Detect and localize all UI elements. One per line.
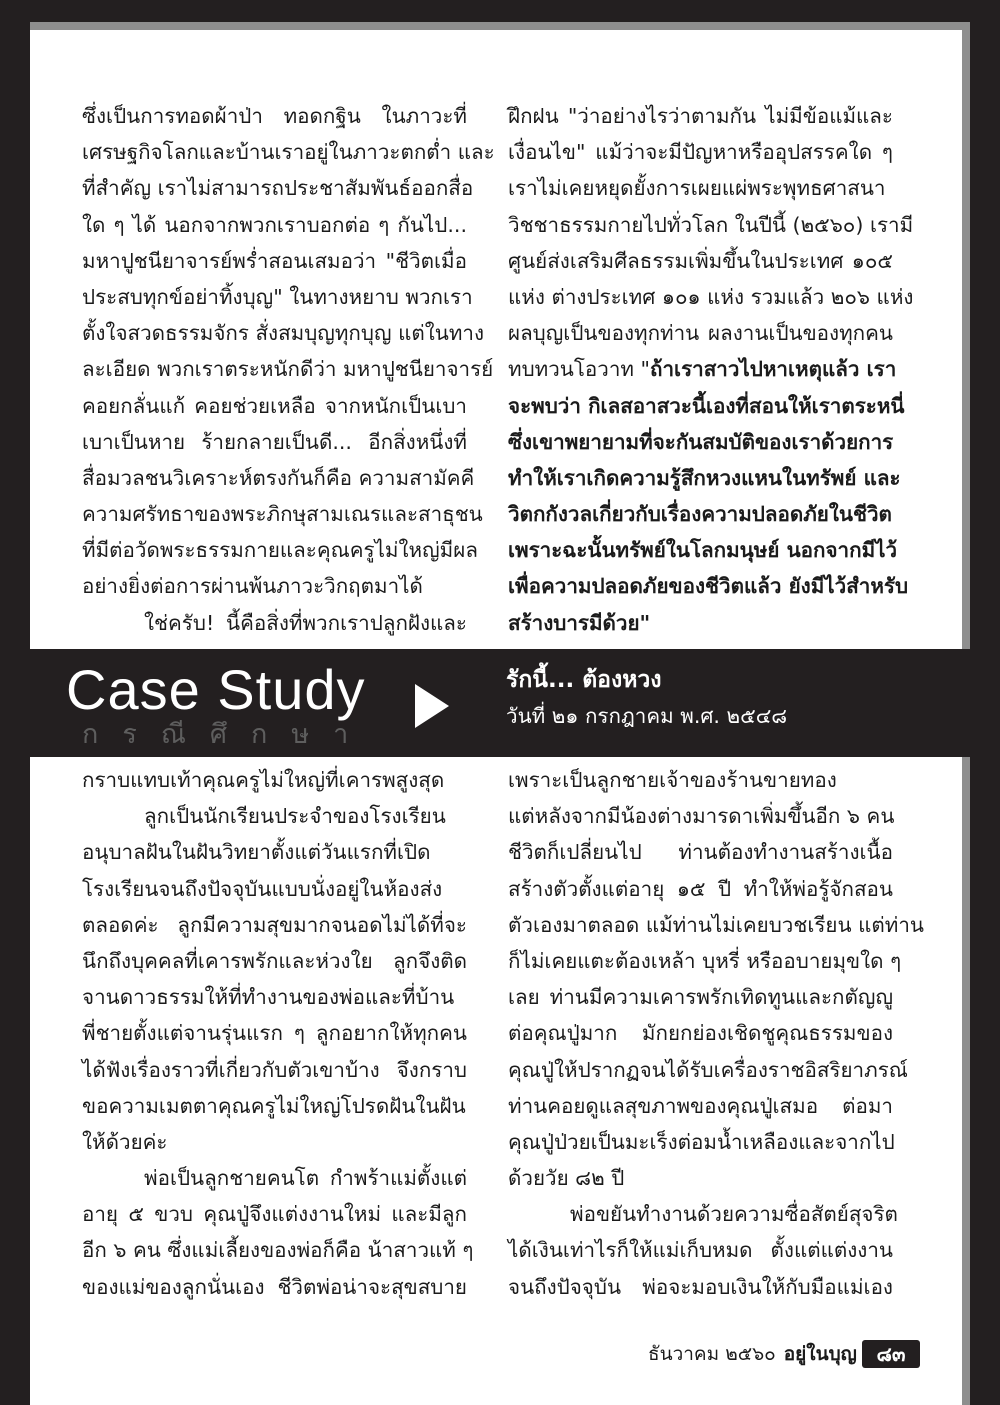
text-line: แห่ง ต่างประเทศ ๑๐๑ แห่ง รวมแล้ว ๒๐๖ แห่ง: [508, 284, 914, 309]
text-line: ที่มีต่อวัดพระธรรมกายและคุณครูไม่ใหญ่มีผล: [82, 538, 478, 563]
text-line: สื่อมวลชนวิเคราะห์ตรงกันก็คือ ความสามัคคี: [82, 465, 475, 490]
text-line: คุณปู่ให้ปรากฏจนได้รับเครื่องราชอิสริยาภรณ์: [508, 1057, 908, 1082]
play-arrow-icon: [415, 684, 449, 728]
text-line: ด้วยวัย ๘๒ ปี: [508, 1166, 625, 1191]
quote-text-line: ซึ่งเขาพยายามที่จะกันสมบัติของเราด้วยการ: [508, 429, 894, 454]
text-line: เลย ท่านมีความเคารพรักเทิดทูนและกตัญญู: [508, 985, 893, 1010]
quote-line: [508, 351, 897, 387]
text-line: นึกถึงบุคคลที่เคารพรักและห่วงใย ลูกจึงติด: [82, 948, 467, 973]
story-title: รักนี้... ต้องหวง: [506, 667, 662, 693]
top-left-column: [82, 98, 495, 641]
text-line: ลูกเป็นนักเรียนประจำของโรงเรียน: [144, 804, 446, 829]
text-line: เบาเป็นหาย ร้ายกลายเป็นดี... อีกสิ่งหนึ่งที่: [82, 429, 467, 454]
text-line: ชีวิตก็เปลี่ยนไป ท่านต้องทำงานสร้างเนื้อ: [508, 840, 893, 865]
text-line: จนถึงปัจจุบัน พ่อจะมอบเงินให้กับมือแม่เอง: [508, 1274, 893, 1299]
text-line: ตัวเองมาตลอด แม้ท่านไม่เคยบวชเรียน แต่ท่าน: [508, 912, 924, 937]
story-date: วันที่ ๒๑ กรกฎาคม พ.ศ. ๒๕๔๘: [506, 704, 788, 728]
text-line: มหาปูชนียาจารย์พร่ำสอนเสมอว่า "ชีวิตเมื่อ: [82, 248, 467, 273]
page-number: ๘๓: [862, 1340, 920, 1368]
text-line: ผลบุญเป็นของทุกท่าน ผลงานเป็นของทุกคน: [508, 321, 893, 346]
text-line: สร้างตัวตั้งแต่อายุ ๑๕ ปี ทำให้พ่อรู้จักสอน: [508, 876, 893, 901]
text-line: ขอความเมตตาคุณครูไม่ใหญ่โปรดฝันในฝัน: [82, 1093, 466, 1118]
page-footer: [648, 1338, 857, 1370]
issue-date: ธันวาคม ๒๕๖๐: [648, 1343, 776, 1365]
text-line: เพราะเป็นลูกชายเจ้าของร้านขายทอง: [508, 768, 837, 792]
text-line: อีก ๖ คน ซึ่งแม่เลี้ยงของพ่อก็คือ น้าสาวแท้ ๆ: [82, 1238, 474, 1263]
text-line: ซึ่งเป็นการทอดผ้าป่า ทอดกฐิน ในภาวะที่: [82, 104, 467, 128]
text-line: ฝึกฝน "ว่าอย่างไรว่าตามกัน ไม่มีข้อแม้และ: [508, 104, 893, 128]
text-line: พ่อขยันทำงานด้วยความซื่อสัตย์สุจริต: [570, 1202, 898, 1227]
quote-text-line: จะพบว่า กิเลสอาสวะนี้เองที่สอนให้เราตระหนี่: [508, 393, 905, 418]
section-title: Case Study: [66, 658, 366, 721]
text-line: ศูนย์ส่งเสริมศีลธรรมเพิ่มขึ้นในประเทศ ๑๐๕: [508, 248, 893, 273]
text-line: ที่สำคัญ เราไม่สามารถประชาสัมพันธ์ออกสื่อ: [82, 176, 474, 201]
text-line: ของแม่ของลูกนั่นเอง ชีวิตพ่อน่าจะสุขสบาย: [82, 1274, 467, 1299]
quote-text-line: เพราะฉะนั้นทรัพย์ในโลกมนุษย์ นอกจากมีไว้: [508, 538, 898, 563]
magazine-name: อยู่ในบุญ: [783, 1343, 857, 1365]
text-line: ได้เงินเท่าไรก็ให้แม่เก็บหมด ตั้งแต่แต่งงาน: [508, 1238, 893, 1263]
bottom-right-column: [508, 762, 924, 1305]
text-line: ความศรัทธาของพระภิกษุสามเณรและสาธุชน: [82, 502, 483, 527]
text-line: โรงเรียนจนถึงปัจจุบันแบบนั่งอยู่ในห้องส่ง: [82, 876, 443, 901]
text-line: เงื่อนไข" แม้ว่าจะมีปัญหาหรืออุปสรรคใด ๆ: [508, 140, 893, 165]
quote-bold-start: ถ้าเราสาวไปหาเหตุแล้ว เรา: [650, 357, 897, 382]
text-line: แต่หลังจากมีน้องต่างมารดาเพิ่มขึ้นอีก ๖ คน: [508, 804, 895, 829]
text-line: วิชชาธรรมกายไปทั่วโลก ในปีนี้ (๒๕๖๐) เรามี: [508, 212, 914, 237]
text-line: คอยกลั่นแก้ คอยช่วยเหลือ จากหนักเป็นเบา: [82, 393, 467, 418]
text-line: ตั้งใจสวดธรรมจักร สั่งสมบุญทุกบุญ แต่ในทาง: [82, 321, 485, 346]
text-line: ก็ไม่เคยแตะต้องเหล้า บุหรี่ หรืออบายมุขใด ๆ: [508, 948, 902, 973]
text-line: ประสบทุกข์อย่าทิ้งบุญ" ในทางหยาบ พวกเรา: [82, 284, 473, 309]
text-line: คุณปู่ป่วยเป็นมะเร็งต่อมน้ำเหลืองและจากไป: [508, 1129, 895, 1154]
text-line: เศรษฐกิจโลกและบ้านเราอยู่ในภาวะตกต่ำ และ: [82, 140, 495, 165]
page-frame-top-accent: [30, 22, 970, 30]
text-line: ใด ๆ ได้ นอกจากพวกเราบอกต่อ ๆ กันไป...: [82, 212, 467, 237]
text-line: ละเอียด พวกเราตระหนักดีว่า มหาปูชนียาจารย์: [82, 357, 494, 382]
text-line: เราไม่เคยหยุดยั้งการเผยแผ่พระพุทธศาสนา: [508, 176, 886, 201]
text-line: ให้ด้วยค่ะ: [82, 1129, 168, 1154]
text-line: กราบแทบเท้าคุณครูไม่ใหญ่ที่เคารพสูงสุด: [82, 768, 445, 792]
text-line: ใช่ครับ! นี้คือสิ่งที่พวกเราปลูกฝังและ: [144, 610, 467, 635]
section-subtitle: กรณีศึกษา: [82, 719, 373, 750]
quote-intro: ทบทวนโอวาท ": [508, 357, 651, 382]
text-line: ได้ฟังเรื่องราวที่เกี่ยวกับตัวเขาบ้าง จึงกราบ: [82, 1057, 467, 1082]
quote-text-line: ทำให้เราเกิดความรู้สึกหวงแหนในทรัพย์ และ: [508, 465, 901, 490]
text-line: ต่อคุณปู่มาก มักยกย่องเชิดชูคุณธรรมของ: [508, 1021, 893, 1046]
text-line: จานดาวธรรมให้ที่ทำงานของพ่อและที่บ้าน: [82, 985, 455, 1010]
text-line: พ่อเป็นลูกชายคนโต กำพร้าแม่ตั้งแต่: [144, 1166, 467, 1191]
page-frame-left: [0, 0, 30, 1405]
text-line: ท่านคอยดูแลสุขภาพของคุณปู่เสมอ ต่อมา: [508, 1093, 893, 1118]
text-line: พี่ชายตั้งแต่จานรุ่นแรก ๆ ลูกอยากให้ทุกคน: [82, 1021, 467, 1046]
top-right-column: [508, 98, 914, 641]
quote-text-line: วิตกกังวลเกี่ยวกับเรื่องความปลอดภัยในชีวิต: [508, 502, 892, 527]
bottom-left-column: [82, 762, 474, 1305]
text-line: อย่างยิ่งต่อการผ่านพ้นภาวะวิกฤตมาได้: [82, 574, 423, 599]
text-line: อนุบาลฝันในฝันวิทยาตั้งแต่วันแรกที่เปิด: [82, 840, 431, 865]
quote-text-line: เพื่อความปลอดภัยของชีวิตแล้ว ยังมีไว้สำหรับ: [508, 574, 909, 599]
text-line: ตลอดค่ะ ลูกมีความสุขมากจนอดไม่ได้ที่จะ: [82, 912, 467, 937]
quote-text-line: สร้างบารมีด้วย": [508, 610, 651, 635]
text-line: อายุ ๕ ขวบ คุณปู่จึงแต่งงานใหม่ และมีลูก: [82, 1202, 467, 1227]
